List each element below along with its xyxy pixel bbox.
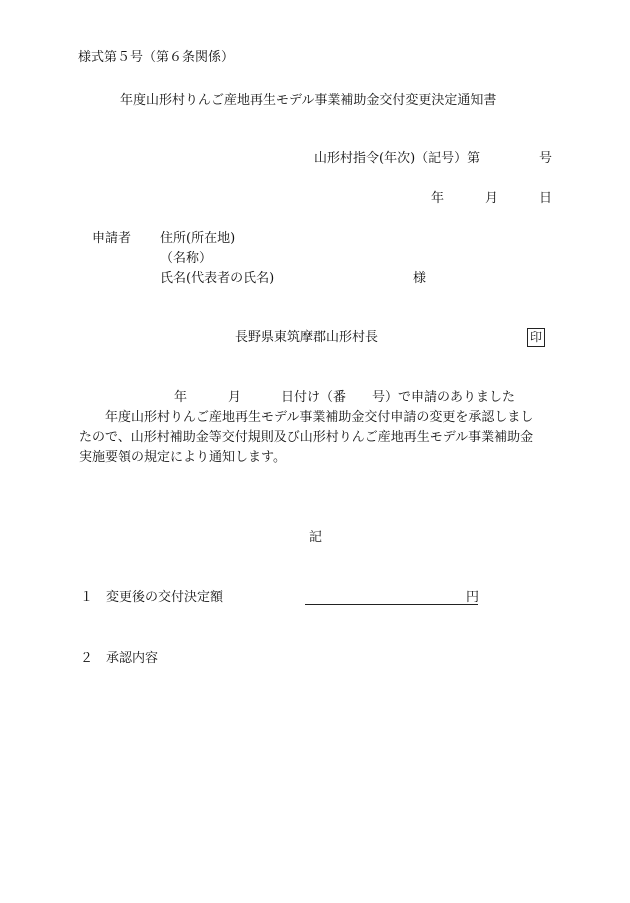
doc-number-suffix: 号 [539,151,553,166]
body-line4: 実施要領の規定により通知します。 [79,450,286,465]
date-year: 年 [431,191,445,206]
applicant-heading: 申請者 [92,231,132,246]
form-label: 様式第５号（第６条関係） [78,50,235,65]
body-line3: たので、山形村補助金等交付規則及び山形村りんご産地再生モデル事業補助金 [79,430,534,445]
applicant-org-name: （名称） [160,251,213,266]
item-1-number: １ [80,590,94,605]
item-1-unit: 円 [466,590,480,605]
date-month: 月 [485,191,499,206]
applicant-honorific: 様 [413,271,427,286]
body-line1-month: 月 [228,390,242,405]
body-line1-year: 年 [174,390,188,405]
body-line1-rest: 日付け（番 号）で申請のありました [281,390,516,405]
document-title: 年度山形村りんご産地再生モデル事業補助金交付変更決定通知書 [120,93,497,108]
item-2-number: ２ [80,651,94,666]
body-line2: 年度山形村りんご産地再生モデル事業補助金交付申請の変更を承認しまし [105,410,534,425]
ki-heading: 記 [309,530,323,545]
issuer-name: 長野県東筑摩郡山形村長 [235,330,379,345]
date-day: 日 [539,191,553,206]
applicant-address: 住所(所在地) [160,231,236,246]
seal-mark: 印 [527,328,545,347]
item-1-label: 変更後の交付決定額 [106,590,224,605]
applicant-rep-name: 氏名(代表者の氏名) [160,271,275,286]
amount-underline [305,604,478,605]
doc-number-prefix: 山形村指令(年次)（記号）第 [314,151,481,166]
item-2-label: 承認内容 [106,651,159,666]
